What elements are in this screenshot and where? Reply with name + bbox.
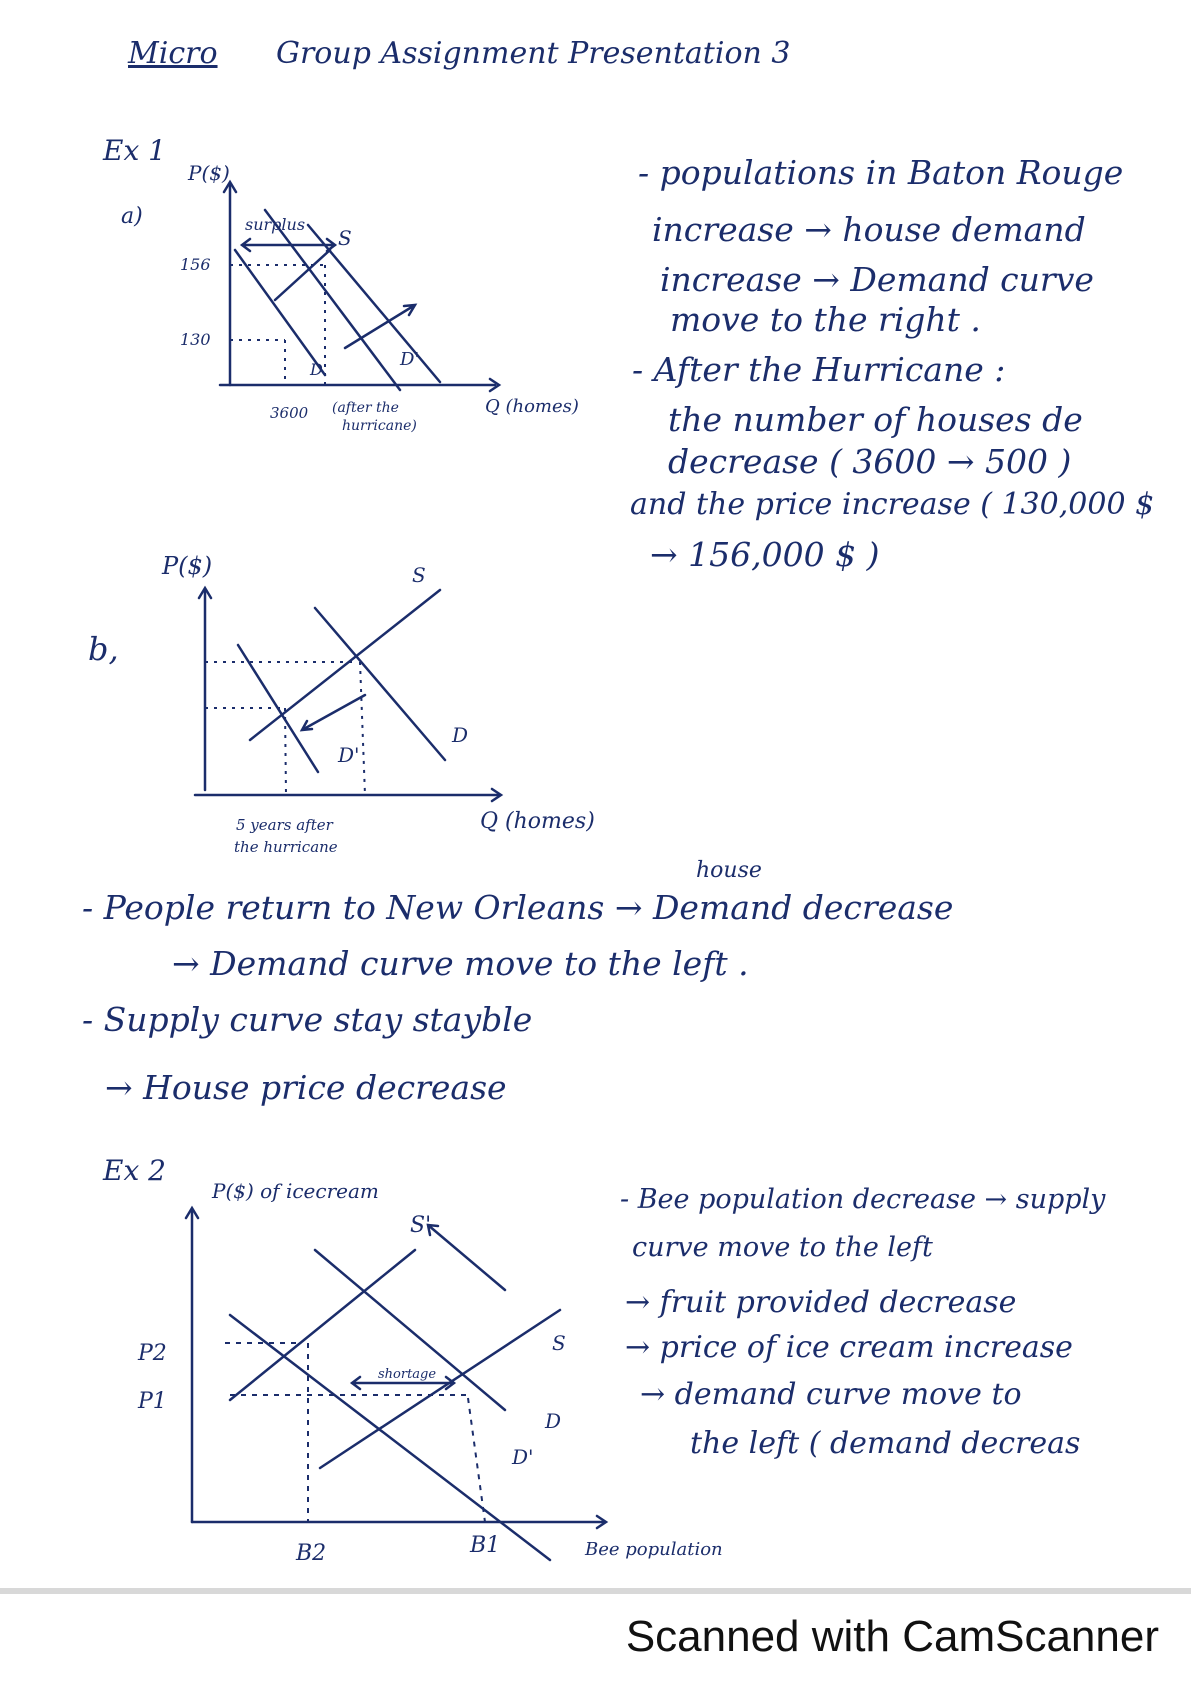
ex1b-note-1: - People return to New Orleans → Demand decrease	[82, 888, 954, 927]
demand-prime-line-2	[308, 225, 440, 382]
ex2-note-6: the left ( demand decreas	[690, 1426, 1081, 1461]
supply-line	[250, 590, 440, 740]
ex1a-note-9: → 156,000 $ )	[650, 535, 880, 574]
x-axis-label: Q (homes)	[480, 809, 595, 834]
x-tick-after-hurricane: (after the	[332, 400, 399, 416]
page-title: Group Assignment Presentation 3	[276, 36, 791, 71]
shift-arrow	[302, 695, 365, 730]
series-label-s: S	[412, 563, 426, 587]
series-label-s-prime: S'	[410, 1213, 432, 1238]
y-tick-156: 156	[180, 255, 211, 274]
ex2-note-5: → demand curve move to	[640, 1377, 1022, 1412]
ex1a-label: a)	[121, 204, 143, 229]
ex1b-note-3: - Supply curve stay stayble	[82, 1000, 533, 1039]
x-tick-5-years: 5 years after	[236, 816, 333, 834]
surplus-label: surplus	[245, 215, 306, 234]
y-axis-label: P($)	[162, 552, 213, 580]
ex1b-note-2: → Demand curve move to the left .	[172, 944, 749, 983]
x-tick-b1: B1	[470, 1533, 501, 1558]
ex1-heading: Ex 1	[103, 134, 166, 167]
series-label-d: D	[452, 723, 469, 747]
ex2-heading: Ex 2	[103, 1154, 166, 1187]
ex2-note-1: - Bee population decrease → supply	[620, 1184, 1106, 1215]
series-label-d-prime: D'	[338, 743, 360, 767]
ex1a-note-3: increase → Demand curve	[660, 260, 1094, 299]
y-axis-label: P($)	[188, 161, 230, 185]
ex1a-note-4: move to the right .	[670, 300, 981, 339]
ex1a-note-8: and the price increase ( 130,000 $	[630, 487, 1155, 522]
series-label-d: D	[545, 1409, 562, 1433]
demand-prime-line	[315, 1250, 505, 1410]
series-label-d-prime: D'	[400, 349, 420, 370]
x-tick-3600: 3600	[270, 404, 309, 422]
ex1a-note-1: - populations in Baton Rouge	[638, 153, 1124, 192]
series-label-d: D	[310, 360, 323, 379]
x-tick-hurricane: the hurricane	[234, 838, 338, 856]
y-tick-p1: P1	[138, 1389, 167, 1414]
supply-line	[265, 210, 400, 390]
demand-prime-line	[275, 250, 330, 300]
chart-ex1-a	[160, 150, 600, 480]
x-axis-label: Bee population	[585, 1539, 723, 1560]
course-label: Micro	[128, 36, 218, 71]
ex1b-insert-house: house	[696, 858, 762, 883]
series-label-s: S	[552, 1331, 566, 1355]
ex1a-note-6: the number of houses de	[668, 400, 1083, 439]
x-axis-label: Q (homes)	[485, 396, 579, 417]
ex2-note-3: → fruit provided decrease	[625, 1285, 1017, 1320]
ex1b-label: b,	[88, 630, 119, 668]
y-axis-label: P($) of icecream	[212, 1179, 379, 1203]
scanner-footer	[0, 1594, 1191, 1685]
scanner-watermark: Scanned with CamScanner	[625, 1612, 1159, 1661]
ex1a-note-7: decrease ( 3600 → 500 )	[668, 442, 1072, 481]
shortage-label: shortage	[378, 1367, 437, 1382]
shift-arrow	[428, 1225, 505, 1290]
chart-ex1-b	[150, 540, 630, 870]
y-tick-p2: P2	[138, 1341, 167, 1366]
ex2-note-4: → price of ice cream increase	[625, 1330, 1073, 1365]
series-label-d-prime: D'	[512, 1445, 534, 1469]
demand-line	[235, 250, 325, 375]
x-tick-hurricane-cont: hurricane)	[342, 418, 417, 434]
y-tick-130: 130	[180, 330, 211, 349]
x-tick-b2: B2	[296, 1541, 327, 1566]
series-label-s: S	[338, 226, 352, 250]
ex1a-note-2: increase → house demand	[652, 210, 1086, 249]
ex1a-note-5: - After the Hurricane :	[632, 350, 1006, 389]
ex2-note-2: curve move to the left	[632, 1232, 933, 1263]
ex1b-note-4: → House price decrease	[105, 1068, 507, 1107]
chart-ex2	[130, 1170, 723, 1570]
demand-line	[315, 608, 445, 760]
